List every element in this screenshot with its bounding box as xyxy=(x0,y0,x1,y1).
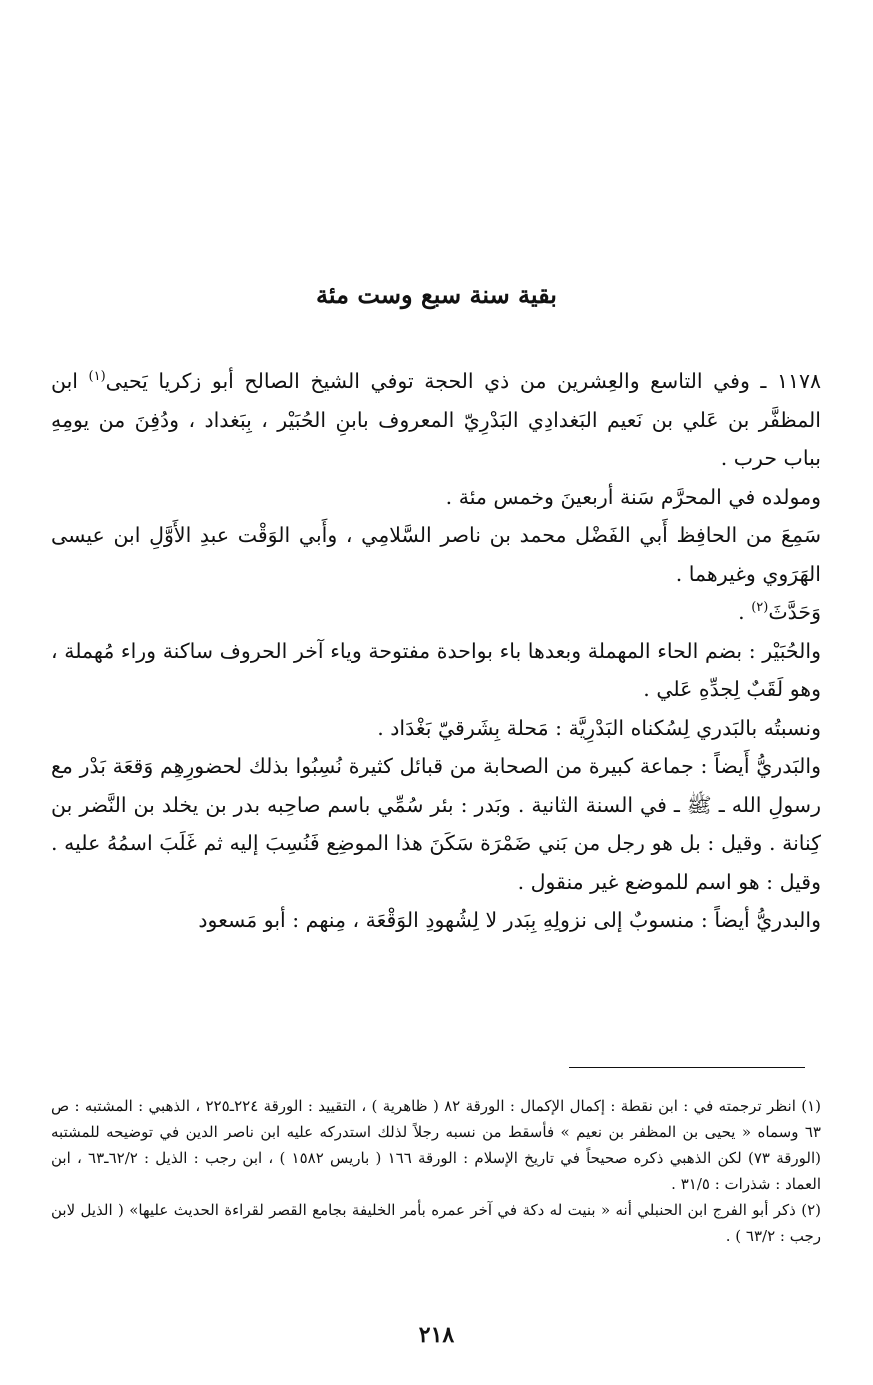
main-text xyxy=(51,362,821,940)
footnote-1: (١) انظر ترجمته في : ابن نقطة : إكمال الإكمال : الورقة ٨٢ ( ظاهرية ) ، التقييد : الورقة ٢٢٤ـ٢٢٥ ، الذهبي : المشتبه : ص ٦٣ وسماه « يحيى بن المظفر بن نعيم » فأسقط من نسبه رجلاً لذلك استدركه عليه ابن ناصر الدين في توضيحه للمشتبه (الورقة ٧٣) لكن الذهبي ذكره صحيحاً في تاريخ الإسلام : الورقة ١٦٦ ( باريس ١٥٨٢ ) ، ابن رجب : الذيل : ٦٢/٢ـ٦٣ ، ابن العماد : شذرات : ٣١/٥ . xyxy=(51,1097,821,1193)
paragraph-birth: ومولده في المحرَّم سَنة أربعينَ وخمس مئة . xyxy=(445,484,821,509)
footnote-2: (٢) ذكر أبو الفرج ابن الحنبلي أنه « بنيت له دكة في آخر عمره بأمر الخليفة بجامع القصر لقراءة الحديث عليها» ( الذيل لابن رجب : ٦٣/٢ ) . xyxy=(51,1201,821,1245)
paragraph-badri-companions: والبَدريُّ أَيضاً : جماعة كبيرة من الصحابة من قبائل كثيرة نُسِبُوا بذلك لحضورِهِم وَقعَة بَدْر مع رسولِ الله ـ ﷺ ـ في السنة الثانية . وبَدر : بئر سُمِّي باسم صاحِبه بدر بن يخلد بن النَّضر بن كِنانة . وقيل : بل هو رجل من بَني ضَمْرَة سَكَنَ هذا الموضِع فَنُسِبَ إليه ثم غَلَبَ اسمُهُ عليه . وقيل : هو اسم للموضع غير منقول . xyxy=(51,754,821,894)
paragraph-text: ١١٧٨ ـ وفي التاسع والعِشرين من ذي الحجة توفي الشيخ الصالح أبو زكريا يَحيى xyxy=(105,369,821,393)
paragraph-badri-nisba: ونسبتُه بالبَدري لِسُكناه البَدْرِيَّة : مَحلة بِشَرقيّ بَغْدَاد . xyxy=(377,715,821,740)
footnote-ref-1[interactable]: (١) xyxy=(88,369,106,385)
paragraph-badri-residents: والبدريُّ أيضاً : منسوبٌ إلى نزولِهِ بِبَدر لا لِشُهودِ الوَقْعَة ، مِنهم : أبو مَسعود xyxy=(198,908,821,932)
paragraph-teachers: سَمِعَ من الحافِظ أَبي الفَضْل محمد بن ناصر السَّلامِي ، وأَبي الوَقْت عبدِ الأَوَّلِ ابن عيسى الهَرَوي وغيرهما . xyxy=(51,523,821,586)
page-number: ٢١٨ xyxy=(418,1322,455,1348)
paragraph-text-continued: . xyxy=(738,600,752,624)
footnotes xyxy=(51,1093,821,1249)
paragraph-hubayr-definition: والحُبَيْر : بضم الحاء المهملة وبعدها باء بواحدة مفتوحة وياء آخر الحروف ساكنة وراء مُهملة ، وهو لَقَبٌ لِجدِّهِ عَلي . xyxy=(51,638,821,701)
paragraph-entry-1178 xyxy=(51,362,821,478)
footnote-divider xyxy=(569,1067,805,1068)
paragraph-text: وَحَدَّثَ xyxy=(768,600,821,624)
paragraph-text-continued: ابن المظفَّر بن عَلي بن نَعيم البَغدادِي البَدْرِيّ المعروف بابنِ الحُبَيْر ، بِبَغداد ، ودُفِنَ من يومِهِ بباب حرب . xyxy=(51,369,821,470)
paragraph-narrated xyxy=(51,593,821,632)
section-heading: بقية سنة سبع وست مئة xyxy=(316,280,557,309)
footnote-ref-2[interactable]: (٢) xyxy=(751,600,769,616)
